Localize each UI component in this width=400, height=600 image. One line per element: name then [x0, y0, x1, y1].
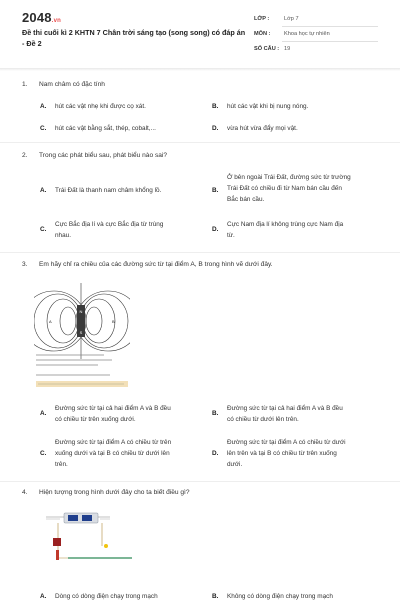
point-b-label: B — [112, 319, 115, 324]
question-text: Hiện tượng trong hình dưới đây cho ta biết điều gì? — [39, 489, 190, 496]
magnet-field-figure — [34, 281, 130, 391]
answer-option[interactable] — [40, 124, 205, 134]
point-a-label: A — [49, 319, 52, 324]
option-text-line: Bắc bán cầu. — [227, 196, 265, 203]
meta-subject — [254, 31, 378, 43]
magnet-north-label: N — [79, 309, 83, 314]
option-letter: B. — [212, 410, 219, 417]
meta-count-label: SỐ CÂU : — [254, 46, 280, 52]
question-2 — [22, 152, 382, 162]
option-letter: C. — [40, 450, 47, 457]
option-text-line: Đường sức từ tại cả hai điểm A và B đều — [227, 405, 343, 412]
option-letter: D. — [212, 450, 219, 457]
option-text: Trái Đất là thanh nam châm khổng lồ. — [55, 187, 162, 194]
option-letter: B. — [212, 103, 219, 110]
page-header — [0, 0, 400, 66]
meta-class — [254, 16, 378, 28]
option-text-line: dưới. — [227, 461, 243, 468]
question-number: 4. — [22, 489, 28, 496]
question-1 — [22, 81, 382, 91]
option-text: hút các vật khi bị nung nóng. — [227, 103, 309, 110]
meta-divider — [282, 41, 378, 42]
question-number: 2. — [22, 152, 28, 159]
option-text-line: Cực Bắc địa lí và cực Bắc địa từ trùng — [55, 221, 164, 228]
option-letter: C. — [40, 125, 47, 132]
option-text: Không có dòng điện chạy trong mạch — [227, 593, 333, 600]
answer-option[interactable] — [40, 404, 205, 426]
option-text-line: Ở bên ngoài Trái Đất, đường sức từ trường — [227, 174, 351, 181]
option-text-line: Đường sức từ tại cả hai điểm A và B đều — [55, 405, 171, 412]
answer-option[interactable] — [40, 220, 205, 242]
option-text-line: lên trên và tại B có chiều từ trên xuống — [227, 450, 337, 457]
meta-subject-label: MÔN : — [254, 31, 271, 37]
answer-option[interactable] — [40, 186, 205, 196]
option-text: vừa hút vừa đẩy mọi vật. — [227, 125, 298, 132]
option-letter: A. — [40, 103, 47, 110]
site-logo[interactable] — [22, 10, 61, 25]
option-text-line: nhau. — [55, 232, 71, 239]
header-divider — [0, 68, 400, 71]
option-letter: A. — [40, 410, 47, 417]
question-number: 3. — [22, 261, 28, 268]
answer-option[interactable] — [212, 404, 382, 426]
answer-option[interactable] — [212, 173, 382, 205]
question-4 — [22, 489, 382, 499]
option-letter: C. — [40, 226, 47, 233]
option-text: hút các vật nhẹ khi được cọ xát. — [55, 103, 146, 110]
option-letter: A. — [40, 187, 47, 194]
document-title: Đề thi cuối kì 2 KHTN 7 Chân trời sáng tạo (song song) có đáp án - Đề 2 — [22, 28, 246, 48]
meta-subject-value: Khoa học tự nhiên — [284, 31, 330, 37]
question-text: Nam châm có đặc tính — [39, 81, 105, 88]
option-letter: D. — [212, 226, 219, 233]
question-divider — [0, 252, 400, 253]
answer-option[interactable] — [212, 438, 382, 471]
answer-option[interactable] — [40, 102, 205, 112]
logo-suffix: .vn — [51, 18, 62, 24]
meta-class-label: LỚP : — [254, 16, 270, 22]
option-text: hút các vật bằng sắt, thép, cobalt,... — [55, 125, 156, 132]
option-text-line: xuống dưới và tại B có chiều từ dưới lên — [55, 450, 170, 457]
meta-class-value: Lớp 7 — [284, 16, 299, 22]
question-number: 1. — [22, 81, 28, 88]
answer-option[interactable] — [40, 438, 205, 471]
question-divider — [0, 142, 400, 143]
question-divider — [0, 481, 400, 482]
option-letter: B. — [212, 187, 219, 194]
option-text-line: trên. — [55, 461, 68, 468]
option-letter: B. — [212, 593, 219, 600]
circuit-photo-image — [36, 506, 136, 572]
answer-option[interactable] — [212, 102, 382, 112]
answer-option[interactable] — [212, 220, 382, 242]
circuit-figure — [36, 506, 136, 572]
option-letter: D. — [212, 125, 219, 132]
switch — [53, 538, 61, 546]
option-text-line: Trái Đất có chiều đi từ Nam bán cầu đến — [227, 185, 342, 192]
answer-option[interactable] — [212, 124, 382, 134]
bulb-icon — [104, 544, 108, 548]
option-text: Dòng có dòng điện chạy trong mạch — [55, 593, 158, 600]
question-text: Trong các phát biểu sau, phát biểu nào sai? — [39, 152, 168, 159]
answer-option[interactable] — [40, 592, 205, 600]
option-text-line: Cực Nam địa lí không trùng cực Nam địa — [227, 221, 344, 228]
magnetic-field-lines-image — [34, 281, 130, 391]
meta-divider — [282, 26, 378, 27]
option-text-line: có chiều từ dưới lên trên. — [227, 416, 299, 423]
option-text-line: Đường sức từ tại điểm A có chiều từ trên — [55, 439, 172, 446]
question-3 — [22, 261, 382, 271]
meta-count — [254, 46, 378, 58]
question-text: Em hãy chỉ ra chiều của các đường sức từ tại điểm A, B trong hình vẽ dưới đây. — [39, 261, 273, 268]
option-text-line: từ. — [227, 232, 235, 239]
option-text-line: Đường sức từ tại điểm A có chiều từ dưới — [227, 439, 346, 446]
option-text-line: có chiều từ trên xuống dưới. — [55, 416, 136, 423]
answer-option[interactable] — [212, 592, 382, 600]
logo-text: 2048 — [22, 10, 52, 25]
magnet-south-label: S — [79, 330, 83, 335]
meta-count-value: 19 — [284, 46, 291, 52]
option-letter: A. — [40, 593, 47, 600]
